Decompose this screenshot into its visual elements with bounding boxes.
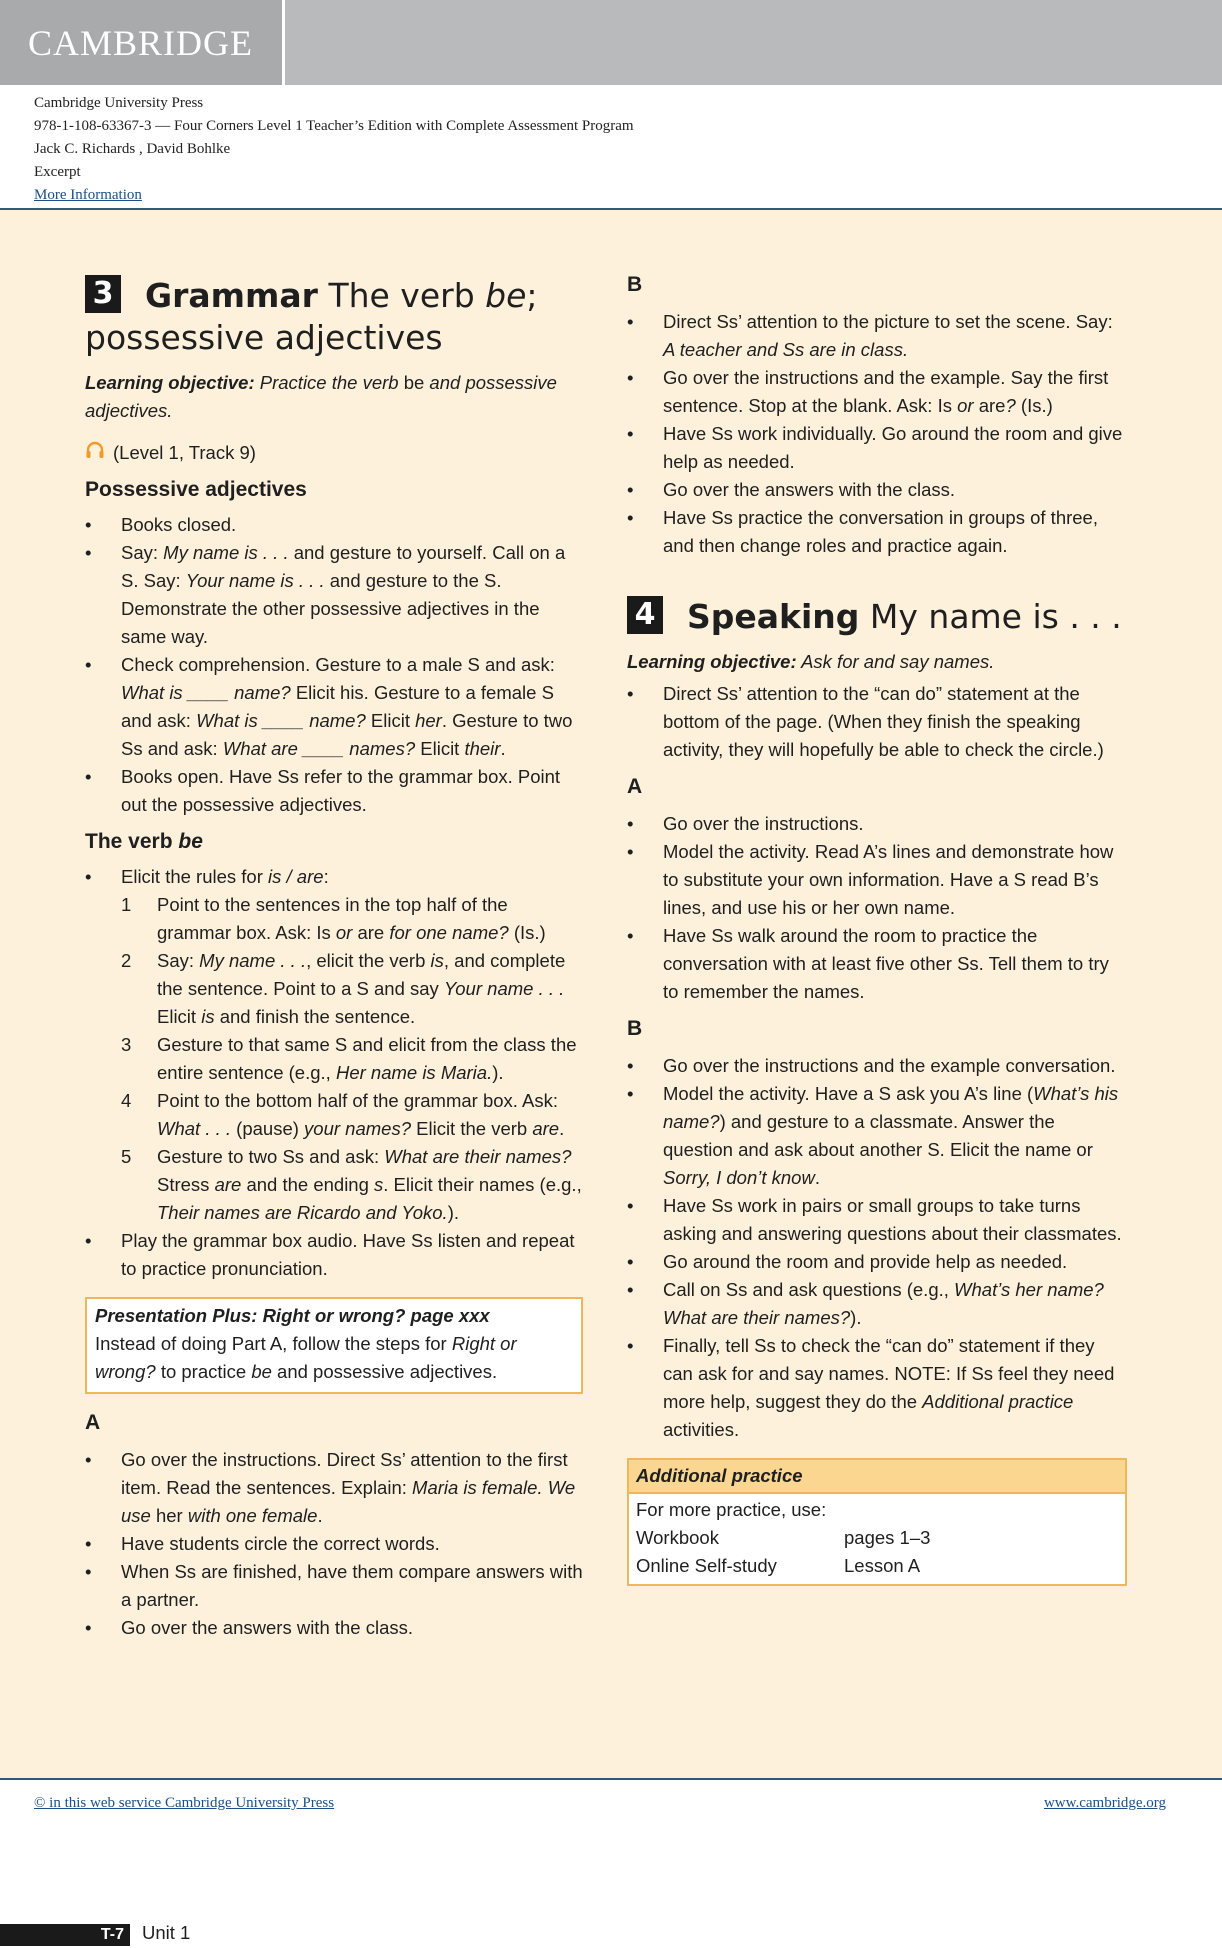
section-4-title: 4 Speaking My name is . . . — [627, 596, 1127, 638]
learning-objective-4: Learning objective: Ask for and say names. — [627, 651, 995, 672]
list-item: • Check comprehension. Gesture to a male S and ask: What is ____ name? Elicit his. Gesture to a female S and ask: What is ____ name? Elicit her. Gesture to two Ss and ask: What are ____ names? Elicit their. — [85, 651, 583, 763]
section-4-intro-list — [627, 680, 1127, 764]
step-item: 4 Point to the bottom half of the grammar box. Ask: What . . . (pause) your names? Elicit the verb are. — [121, 1090, 565, 1139]
list-item: • Go over the instructions. Direct Ss’ attention to the first item. Read the sentences. Explain: Maria is female. We use her with one female. — [85, 1446, 583, 1530]
step-item: 3 Gesture to that same S and elicit from the class the entire sentence (e.g., Her name is Maria.). — [121, 1034, 577, 1083]
excerpt-label: Excerpt — [34, 164, 81, 180]
page-footer — [0, 1924, 500, 1948]
list-item: • Say: My name is . . . and gesture to yourself. Call on a S. Say: Your name is . . . and gesture to the S. Demonstrate the other possessive adjectives in the same way. — [85, 539, 583, 651]
part-b-list-4 — [627, 1052, 1127, 1444]
possessive-adjectives-heading: Possessive adjectives — [85, 478, 307, 501]
list-item: • Call on Ss and ask questions (e.g., What’s her name? What are their names?). — [627, 1276, 1127, 1332]
step-item: 1 Point to the sentences in the top half of the grammar box. Ask: Is or are for one name? (Is.) — [121, 894, 546, 943]
presentation-plus-box — [85, 1297, 583, 1394]
page-number: T-7 — [0, 1924, 130, 1946]
additional-practice-box — [627, 1458, 1127, 1586]
part-a-label-4: A — [627, 775, 643, 798]
list-item: • When Ss are finished, have them compare answers with a partner. — [85, 1558, 583, 1614]
list-item: • Have Ss practice the conversation in groups of three, and then change roles and practice again. — [627, 504, 1127, 560]
part-a-label: A — [85, 1411, 101, 1434]
publisher: Cambridge University Press — [34, 95, 204, 111]
header-bar — [0, 0, 1222, 85]
list-item: • Have Ss work individually. Go around the room and give help as needed. — [627, 420, 1127, 476]
list-item: • Go around the room and provide help as needed. — [627, 1248, 1127, 1276]
list-item: • Model the activity. Have a S ask you A’s line (What’s his name?) and gesture to a classmate. Answer the question and ask about another S. Elicit the name or Sorry, I don’t know. — [627, 1080, 1127, 1192]
list-item: • Books closed. — [85, 511, 583, 539]
book-meta — [34, 92, 634, 207]
list-item: • Go over the instructions. — [627, 810, 1127, 838]
authors: Jack C. Richards , David Bohlke — [34, 141, 231, 157]
list-item: • Go over the answers with the class. — [627, 476, 1127, 504]
part-a-list — [85, 1446, 583, 1642]
left-column — [85, 275, 583, 1650]
verb-be-list — [85, 863, 583, 1283]
additional-practice-intro: For more practice, use: — [636, 1499, 827, 1520]
logo-box — [0, 0, 285, 85]
additional-practice-row: Online Self-study Lesson A — [636, 1555, 921, 1576]
list-item: • Play the grammar box audio. Have Ss listen and repeat to practice pronunciation. — [85, 1227, 583, 1283]
presentation-plus-title: Presentation Plus: Right or wrong? page xxx — [95, 1305, 490, 1326]
additional-practice-title: Additional practice — [629, 1460, 1125, 1494]
right-column — [627, 270, 1127, 1586]
audio-track: (Level 1, Track 9) — [85, 439, 583, 467]
part-a-list-4 — [627, 810, 1127, 1006]
step-item: 5 Gesture to two Ss and ask: What are their names? Stress are and the ending s. Elicit their names (e.g., Their names are Ricardo and Yoko.). — [121, 1146, 582, 1223]
list-item: • Direct Ss’ attention to the picture to set the scene. Say: A teacher and Ss are in class. — [627, 308, 1127, 364]
possessive-list — [85, 511, 583, 819]
part-b-list — [627, 308, 1127, 560]
additional-practice-body — [629, 1494, 1125, 1584]
list-item: • Have Ss walk around the room to practice the conversation with at least five other Ss. Tell them to try to remember the names. — [627, 922, 1127, 1006]
cambridge-website-link[interactable]: www.cambridge.org — [1043, 1795, 1166, 1811]
part-b-label-4: B — [627, 1017, 643, 1040]
section-3-title: 3 Grammar The verb be; possessive adjectives — [85, 276, 538, 357]
section-3-number: 3 — [85, 275, 121, 313]
unit-label: Unit 1 — [142, 1922, 191, 1943]
numbered-steps — [121, 891, 583, 1227]
additional-practice-row: Workbook pages 1–3 — [636, 1527, 931, 1548]
more-information-link[interactable]: More Information — [34, 187, 142, 203]
list-item: • Go over the instructions and the example. Say the first sentence. Stop at the blank. Ask: Is or are? (Is.) — [627, 364, 1127, 420]
list-item: • Direct Ss’ attention to the “can do” statement at the bottom of the page. (When they finish the speaking activity, they will hopefully be able to check the circle.) — [627, 680, 1127, 764]
list-item: • Model the activity. Read A’s lines and demonstrate how to substitute your own information. Have a S read B’s lines, and use his or her own name. — [627, 838, 1127, 922]
cambridge-logo: CAMBRIDGE — [28, 23, 254, 63]
headphones-icon — [85, 439, 105, 467]
list-item: • Finally, tell Ss to check the “can do” statement if they can ask for and say names. NOTE: If Ss feel they need more help, suggest they do the Additional practice activities. — [627, 1332, 1127, 1444]
list-item: • Have Ss work in pairs or small groups to take turns asking and answering questions about their classmates. — [627, 1192, 1127, 1248]
list-item: • Go over the instructions and the example conversation. — [627, 1052, 1127, 1080]
list-item: • Have students circle the correct words. — [85, 1530, 583, 1558]
part-b-label: B — [627, 273, 643, 296]
verb-be-heading: The verb be — [85, 830, 203, 853]
list-item: • Go over the answers with the class. — [85, 1614, 583, 1642]
presentation-plus-text: Instead of doing Part A, follow the steps for Right or wrong? to practice be and possessive adjectives. — [95, 1333, 517, 1382]
isbn-title: 978-1-108-63367-3 — Four Corners Level 1 Teacher’s Edition with Complete Assessment Program — [34, 118, 634, 134]
list-item: • Books open. Have Ss refer to the grammar box. Point out the possessive adjectives. — [85, 763, 583, 819]
section-4-number: 4 — [627, 596, 663, 634]
copyright-link[interactable]: © in this web service Cambridge University Press — [34, 1795, 335, 1811]
step-item: 2 Say: My name . . ., elicit the verb is, and complete the sentence. Point to a S and say Your name . . . Elicit is and finish the sentence. — [121, 950, 566, 1027]
learning-objective: Learning objective: Practice the verb be and possessive adjectives. — [85, 372, 557, 421]
footer-rule — [0, 1778, 1222, 1780]
list-item: • Elicit the rules for is / are: 1 Point to the sentences in the top half of the grammar box. Ask: Is or are for one name? (Is.) 2 Say: My name . . ., elicit the verb is, and complete the sentence. Point to a S and say Your name . . . Elicit is and finish the sentence. 3 Gesture to that same S and elicit from the class the entire sentence (e.g., Her name is Maria.). 4 Point to the bottom half of the grammar box. Ask: What . . . (pause) your names? Elicit the verb are. 5 Gesture to two Ss and ask: What are their names? Stress are and the ending s. Elicit their names (e.g., Their names are Ricardo and Yoko.). — [85, 863, 583, 1227]
